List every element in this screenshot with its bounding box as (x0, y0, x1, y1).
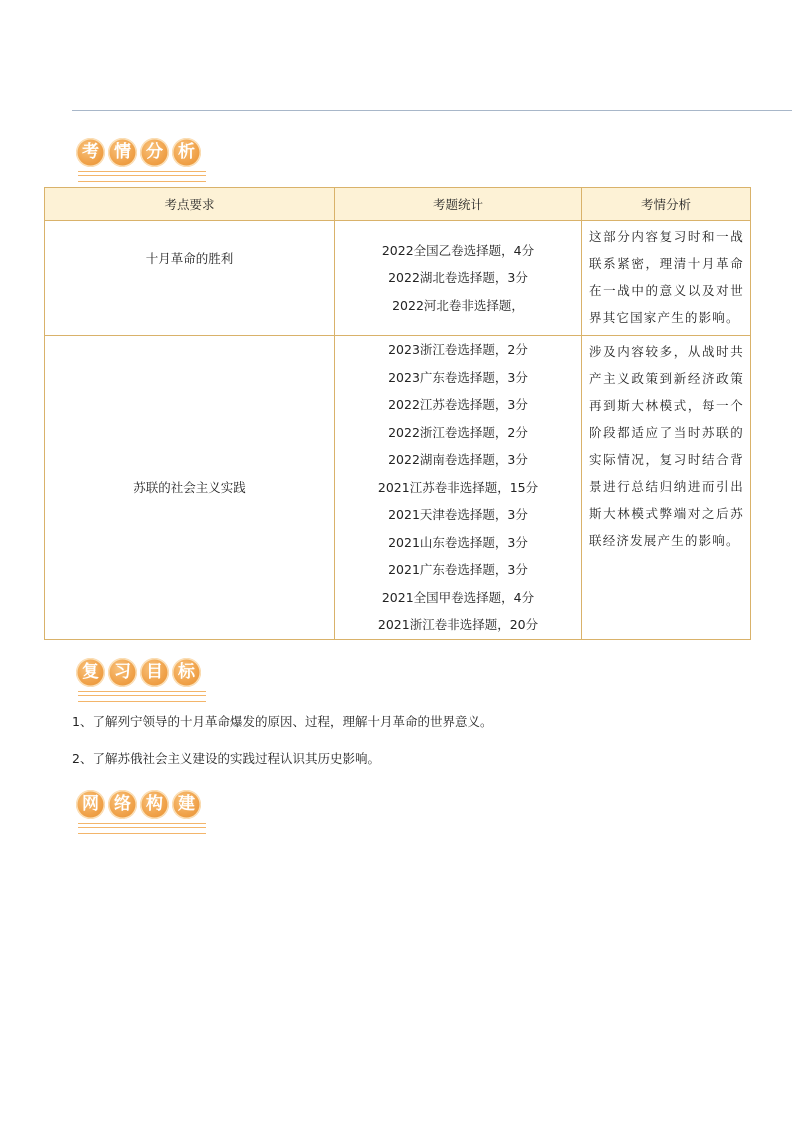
badge-char: 建 (172, 790, 201, 819)
section-title-analysis (76, 138, 204, 186)
badge-underline (78, 691, 206, 702)
badge-char: 情 (108, 138, 137, 167)
column-header: 考点要求 (45, 188, 335, 221)
stats-line: 2022浙江卷选择题，2分 (388, 424, 528, 440)
badge-underline (78, 823, 206, 834)
badge-char: 构 (140, 790, 169, 819)
table-row (45, 336, 751, 640)
stats-line: 2023浙江卷选择题，2分 (388, 342, 528, 357)
stats-line: 2022全国乙卷选择题，4分 (381, 242, 535, 258)
badge-char: 考 (76, 138, 105, 167)
stats-line: 2021天津卷选择题，3分 (388, 507, 528, 522)
header-rule (72, 110, 792, 111)
table-header-row (45, 188, 751, 221)
stats-line: 2022湖南卷选择题，3分 (388, 452, 528, 467)
goal-item: 1、了解列宁领导的十月革命爆发的原因、过程，理解十月革命的世界意义。 (72, 714, 493, 729)
stats-line: 2023广东卷选择题，3分 (388, 369, 528, 385)
requirement-cell: 苏联的社会主义实践 (45, 336, 335, 640)
requirement-cell: 十月革命的胜利 (45, 221, 335, 336)
badge-char: 络 (108, 790, 137, 819)
section-title-goals (76, 658, 204, 706)
analysis-cell (582, 336, 751, 640)
analysis-text: 涉及内容较多，从战时共产主义政策到新经济政策再到斯大林模式，每一个阶段都适应了当时苏联的实际情况，复习时结合背景进行总结归纳进而引出斯大林模式弊端对之后苏联经济发展产生的影响。 (589, 344, 744, 548)
badge-underline (78, 171, 206, 182)
badge-char: 分 (140, 138, 169, 167)
stats-line: 2021山东卷选择题，3分 (388, 534, 528, 550)
exam-analysis-table (44, 187, 751, 640)
badge-char: 析 (172, 138, 201, 167)
stats-line: 2021江苏卷非选择题，15分 (377, 479, 539, 495)
stats-line: 2021全国甲卷选择题，4分 (381, 589, 535, 605)
column-header: 考情分析 (582, 188, 751, 221)
stats-cell (335, 336, 582, 640)
analysis-text: 这部分内容复习时和一战联系紧密，理清十月革命在一战中的意义以及对世界其它国家产生的影响。 (589, 229, 744, 325)
badge-char: 习 (108, 658, 137, 687)
badge-char: 网 (76, 790, 105, 819)
badge-char: 复 (76, 658, 105, 687)
column-header: 考题统计 (335, 188, 582, 221)
stats-line: 2021广东卷选择题，3分 (388, 562, 528, 577)
analysis-cell (582, 221, 751, 336)
stats-line: 2021浙江卷非选择题，20分 (377, 617, 539, 632)
stats-cell (335, 221, 582, 336)
stats-line: 2022河北卷非选择题， (392, 297, 524, 313)
section-title-network (76, 790, 204, 838)
badge-char: 目 (140, 658, 169, 687)
goal-item: 2、了解苏俄社会主义建设的实践过程认识其历史影响。 (72, 751, 380, 766)
stats-line: 2022湖北卷选择题，3分 (388, 270, 528, 286)
badge-char: 标 (172, 658, 201, 687)
stats-line: 2022江苏卷选择题，3分 (388, 397, 528, 412)
table-row (45, 221, 751, 336)
